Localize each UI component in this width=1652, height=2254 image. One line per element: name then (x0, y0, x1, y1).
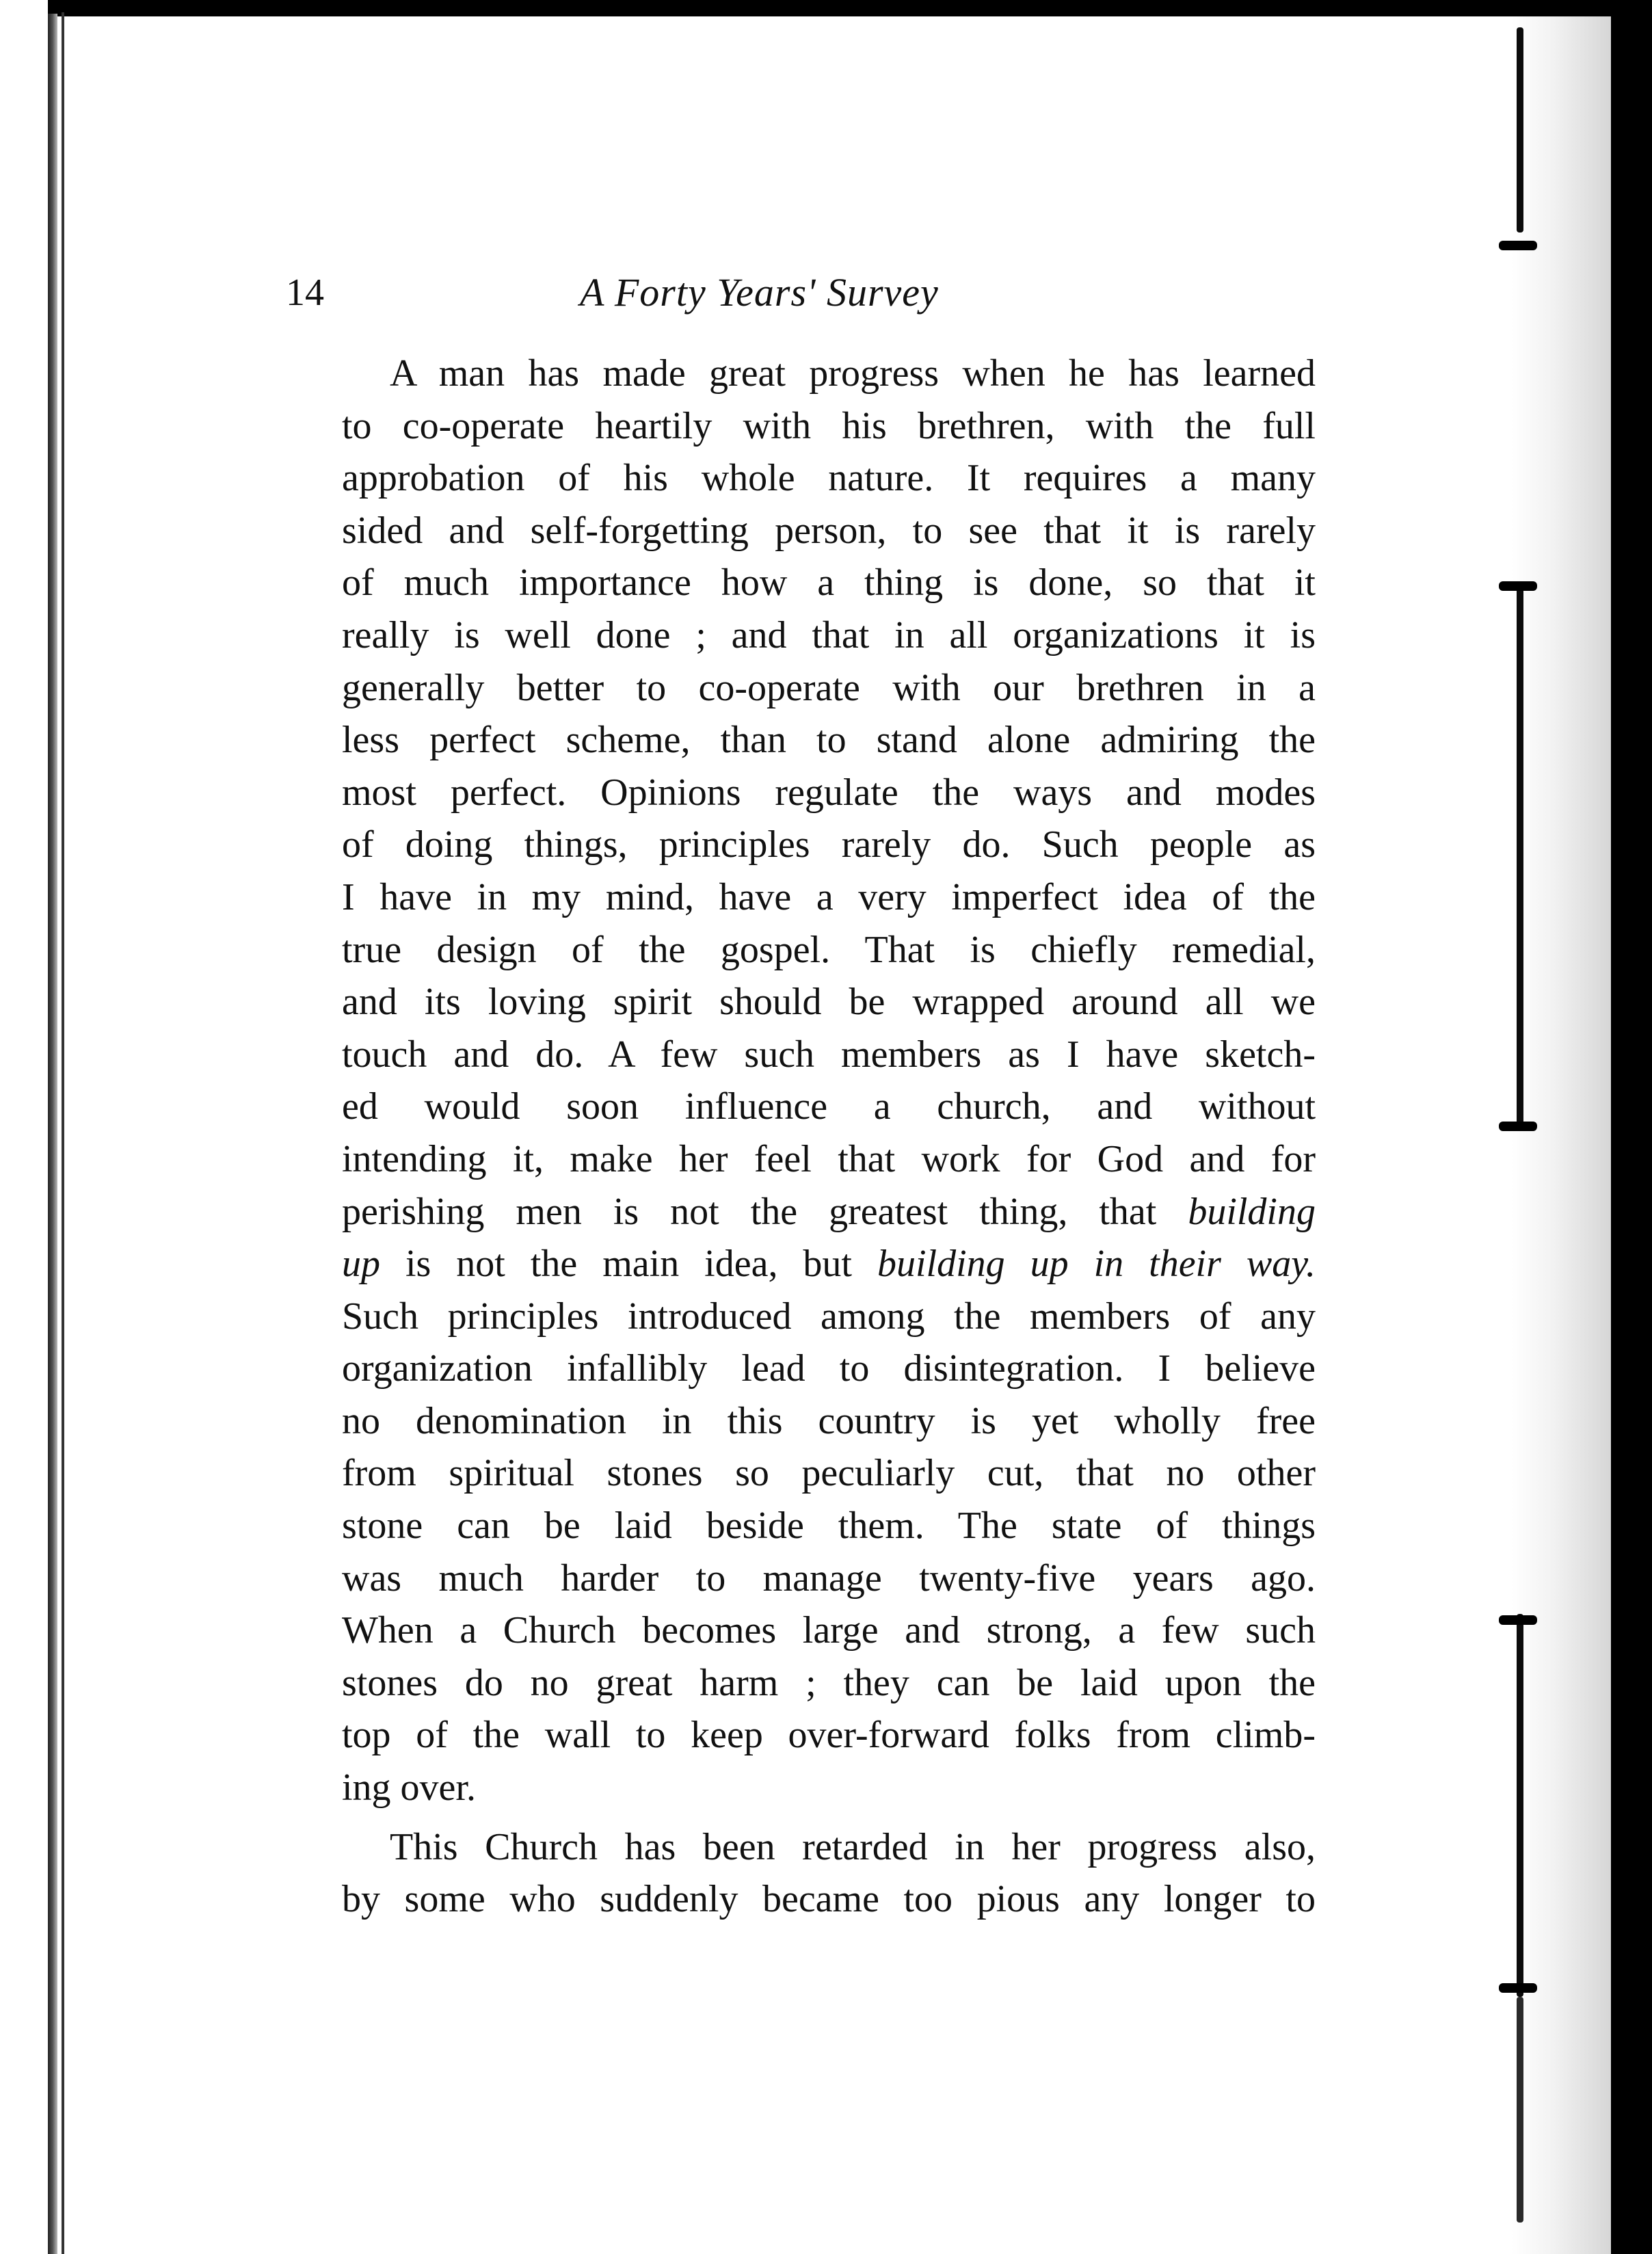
text-line: A man has made great progress when he has learned (390, 352, 1316, 395)
text-line: approbation of his whole nature. It requires a many (342, 457, 1316, 500)
running-title: A Forty Years' Survey (580, 270, 939, 315)
italic-fragment: building (1188, 1190, 1316, 1233)
text-line: sided and self-forgetting person, to see that it is rarely (342, 509, 1316, 552)
text-line: This Church has been retarded in her progress also, (390, 1825, 1316, 1868)
paragraph-2 (290, 1821, 1316, 1926)
text-line: ing over. (342, 1766, 476, 1809)
text-line: touch and do. A few such members as I have sketch- (342, 1033, 1316, 1076)
text-line: from spiritual stones so peculiarly cut, that no other (342, 1452, 1316, 1495)
text-line: was much harder to manage twenty-five years ago. (342, 1556, 1316, 1600)
running-head (286, 265, 1038, 320)
text-line: true design of the gospel. That is chiefly remedial, (342, 928, 1316, 971)
page-number: 14 (286, 271, 324, 314)
body-text (290, 347, 1316, 1926)
text-line: and its loving spirit should be wrapped around all we (342, 981, 1316, 1024)
text-line: generally better to co-operate with our brethren in a (342, 666, 1316, 709)
text-fragment: is not the main idea, but (380, 1243, 877, 1286)
text-line-with-italic (290, 1238, 1316, 1290)
text-line: really is well done ; and that in all organizations it is (342, 613, 1316, 657)
text-line: stones do no great harm ; they can be laid upon the (342, 1661, 1316, 1704)
text-line: by some who suddenly became too pious any longer to (342, 1878, 1316, 1921)
text-line: Such principles introduced among the members of any (342, 1295, 1316, 1338)
text-line: no denomination in this country is yet wholly free (342, 1399, 1316, 1442)
text-line: of much importance how a thing is done, so that it (342, 561, 1316, 605)
text-line: most perfect. Opinions regulate the ways and modes (342, 771, 1316, 814)
italic-fragment: up (342, 1243, 380, 1286)
text-line: intending it, make her feel that work for God and for (342, 1137, 1316, 1180)
text-line: I have in my mind, have a very imperfect idea of the (342, 875, 1316, 918)
text-line: to co-operate heartily with his brethren, with the full (342, 404, 1316, 447)
text-line: of doing things, principles rarely do. Such people as (342, 823, 1316, 866)
paragraph-1 (290, 347, 1316, 1814)
text-line: When a Church becomes large and strong, a few such (342, 1609, 1316, 1652)
text-line: stone can be laid beside them. The state of things (342, 1504, 1316, 1548)
text-fragment: perishing men is not the greatest thing, that (342, 1190, 1188, 1233)
text-line: organization infallibly lead to disintegration. I believe (342, 1347, 1316, 1390)
italic-fragment: building up in their way. (877, 1243, 1316, 1286)
text-line: less perfect scheme, than to stand alone admiring the (342, 719, 1316, 762)
text-line: ed would soon influence a church, and without (342, 1085, 1316, 1128)
text-line-with-italic (290, 1186, 1316, 1238)
text-line: top of the wall to keep over-forward folks from climb- (342, 1714, 1316, 1757)
